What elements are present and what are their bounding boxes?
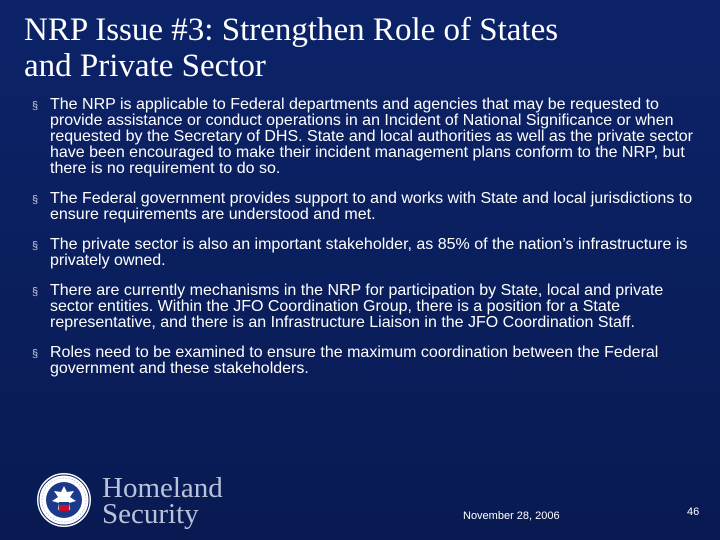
- bullet-item: [30, 345, 702, 377]
- bullet-text: Roles need to be examined to ensure the maximum coordination between the Federal government and these stakeholders.: [50, 344, 659, 377]
- slide-title: NRP Issue #3: Strengthen Role of States and Private Sector: [24, 12, 559, 84]
- dhs-seal-icon: [36, 472, 92, 528]
- bullet-marker-icon: §: [32, 348, 39, 360]
- bullet-item: [30, 237, 702, 269]
- homeland-security-logo: [36, 472, 236, 530]
- bullet-item: [30, 283, 702, 331]
- bullet-text: The Federal government provides support to and works with State and local jurisdictions to ensure requirements are understood and met.: [50, 190, 693, 223]
- logo-word-security: Security: [102, 498, 199, 530]
- bullet-item: [30, 97, 702, 177]
- bullet-item: [30, 191, 702, 223]
- bullet-list: [30, 97, 702, 391]
- bullet-text: There are currently mechanisms in the NRP for participation by State, local and private sector entities. Within the JFO Coordination Group, there is a position for a State representative, and there is an Infrastructure Liaison in the JFO Coordination Staff.: [50, 282, 664, 331]
- bullet-marker-icon: §: [32, 240, 39, 252]
- page-number: 46: [687, 506, 700, 518]
- bullet-text: The private sector is also an important stakeholder, as 85% of the nation’s infrastructure is privately owned.: [50, 236, 688, 269]
- bullet-marker-icon: §: [32, 194, 39, 206]
- bullet-text: The NRP is applicable to Federal departments and agencies that may be requested to provide assistance or conduct operations in an Incident of National Significance or when requested by the Secretary of DHS. State and local authorities as well as the private sector have been encouraged to make their incident management plans conform to the NRP, but there is no requirement to do so.: [50, 96, 693, 177]
- bullet-marker-icon: §: [32, 100, 39, 112]
- logo-word-homeland: Homeland: [102, 472, 223, 504]
- bullet-marker-icon: §: [32, 286, 39, 298]
- slide-date: November 28, 2006: [463, 510, 560, 522]
